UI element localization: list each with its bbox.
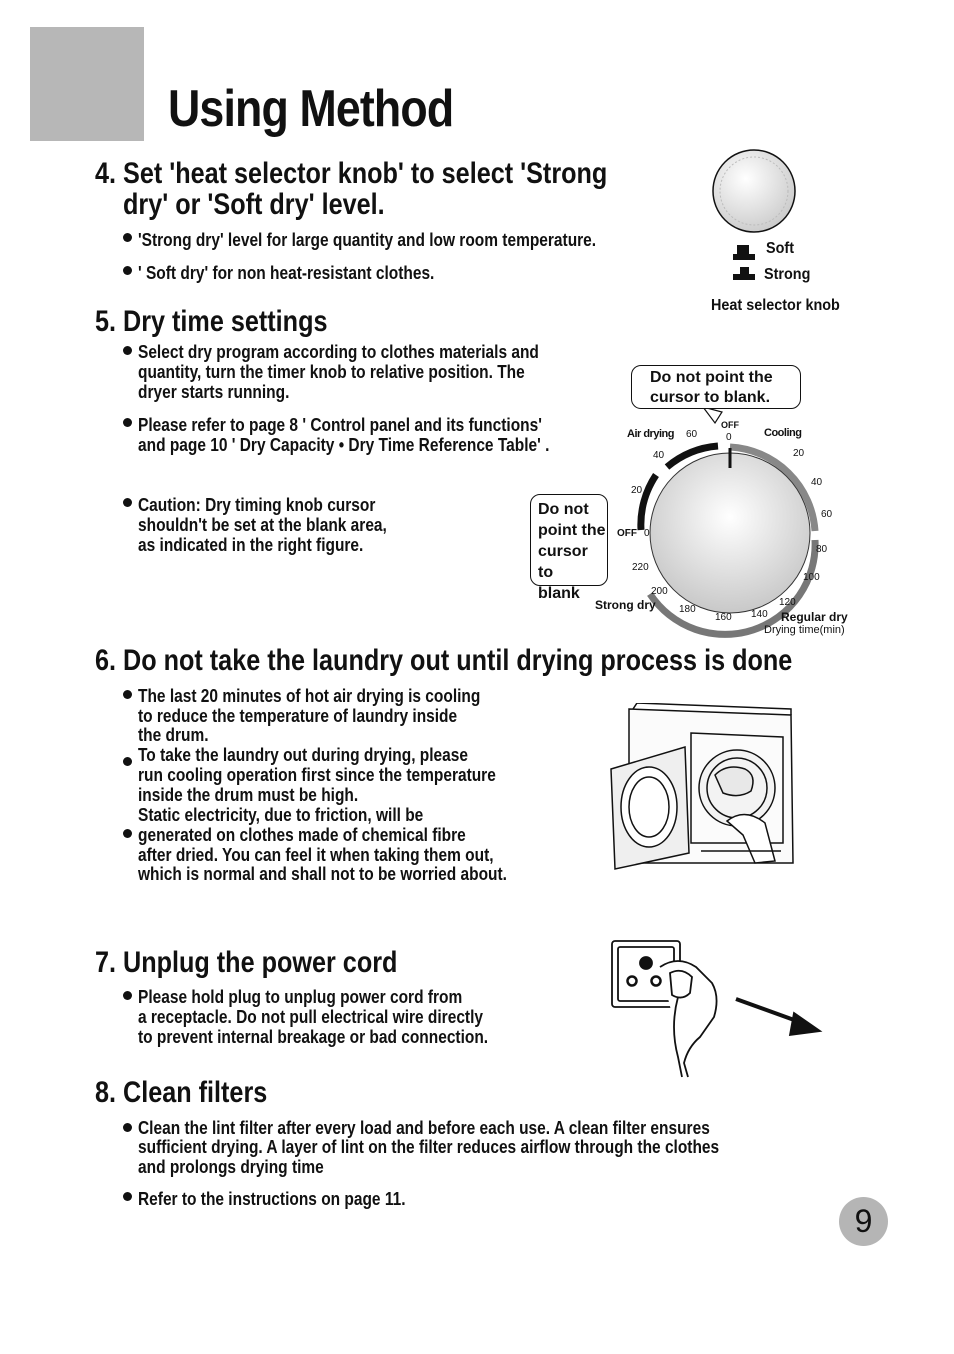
knob-caption: Heat selector knob	[711, 297, 840, 314]
tick-label: 0	[644, 528, 650, 539]
section6-line: after dried. You can feel it when taking them out,	[138, 845, 494, 865]
section6-line: inside the drum must be high.	[138, 785, 359, 805]
tick-label: 40	[811, 477, 823, 488]
section5-heading: 5. Dry time settings	[95, 305, 328, 338]
section6-line: the drum.	[138, 725, 209, 745]
callout-top-line2: cursor to blank.	[650, 389, 771, 406]
section4-bullet2: ' Soft dry' for non heat-resistant clothes.	[138, 263, 435, 283]
bullet-icon	[123, 829, 132, 838]
tick-label: 200	[651, 586, 668, 597]
air-drying-label: Air drying	[627, 428, 674, 440]
section6-line: generated on clothes made of chemical fibre	[138, 825, 466, 845]
heat-selector-knob-icon	[700, 146, 810, 236]
off-top-label: OFF	[721, 420, 739, 430]
callout-top	[631, 365, 801, 409]
off-left-label: OFF	[617, 528, 637, 539]
section5-bullet2-line1: Please refer to page 8 ' Control panel and its functions'	[138, 415, 542, 435]
tick-label: 40	[653, 450, 665, 461]
tick-label: 0	[726, 432, 732, 443]
section6-line: run cooling operation first since the temperature	[138, 765, 496, 785]
bullet-icon	[123, 757, 132, 766]
section8-bullet1-line3: and prolongs drying time	[138, 1157, 324, 1177]
tick-label: 140	[751, 609, 768, 620]
section5-bullet1-line2: quantity, turn the timer knob to relative position. The	[138, 362, 525, 382]
bullet-icon	[123, 690, 132, 699]
drying-time-label: Drying time(min)	[764, 624, 845, 636]
section8-heading: 8. Clean filters	[95, 1076, 268, 1109]
section6-line: Static electricity, due to friction, will be	[138, 805, 424, 825]
tick-label: 220	[632, 562, 649, 573]
section6-line: to reduce the temperature of laundry inside	[138, 706, 458, 726]
cooling-label: Cooling	[764, 427, 802, 439]
section5-bullet2-line2: and page 10 ' Dry Capacity • Dry Time Reference Table' .	[138, 435, 550, 455]
callout-left-line4: blank	[538, 585, 580, 602]
section7-line: to prevent internal breakage or bad connection.	[138, 1027, 489, 1047]
tick-label: 60	[686, 429, 698, 440]
section7-line: a receptacle. Do not pull electrical wire directly	[138, 1007, 483, 1027]
strong-dry-label: Strong dry	[595, 598, 656, 612]
knob-strong-label: Strong	[764, 266, 811, 283]
tick-label: 180	[679, 604, 696, 615]
section5-bullet3-line2: shouldn't be set at the blank area,	[138, 515, 387, 535]
callout-left-line1: Do not	[538, 501, 589, 518]
soft-strong-position-icon	[733, 243, 757, 283]
section7-heading: 7. Unplug the power cord	[95, 946, 398, 979]
bullet-icon	[123, 1123, 132, 1132]
tick-label: 60	[821, 509, 833, 520]
tick-label: 20	[793, 448, 805, 459]
bullet-icon	[123, 991, 132, 1000]
section6-heading: 6. Do not take the laundry out until drying process is done	[95, 644, 793, 677]
section5-bullet1-line3: dryer starts running.	[138, 382, 290, 402]
section8-bullet2: Refer to the instructions on page 11.	[138, 1189, 406, 1209]
knob-soft-label: Soft	[766, 240, 794, 257]
regular-dry-label: Regular dry	[781, 610, 848, 624]
tick-label: 120	[779, 597, 796, 608]
bullet-icon	[123, 1192, 132, 1201]
bullet-icon	[123, 266, 132, 275]
section5-bullet3-line1: Caution: Dry timing knob cursor	[138, 495, 376, 515]
section4-heading-line2: dry' or 'Soft dry' level.	[123, 188, 385, 221]
page-number-badge: 9	[839, 1197, 888, 1246]
section8-bullet1-line1: Clean the lint filter after every load and before each use. A clean filter ensures	[138, 1118, 710, 1138]
header-gray-block	[30, 27, 144, 141]
bullet-icon	[123, 498, 132, 507]
section6-line: To take the laundry out during drying, please	[138, 745, 468, 765]
page-title: Using Method	[168, 80, 454, 138]
bullet-icon	[123, 418, 132, 427]
callout-top-line1: Do not point the	[650, 369, 773, 386]
tick-label: 160	[715, 612, 732, 623]
section4-bullet1: 'Strong dry' level for large quantity and low room temperature.	[138, 230, 597, 250]
unplug-illustration-icon	[608, 937, 823, 1079]
bullet-icon	[123, 346, 132, 355]
section5-bullet3-line3: as indicated in the right figure.	[138, 535, 364, 555]
section6-line: The last 20 minutes of hot air drying is cooling	[138, 686, 481, 706]
section6-line: which is normal and shall not to be worried about.	[138, 864, 507, 884]
tick-label: 80	[816, 544, 828, 555]
section7-line: Please hold plug to unplug power cord from	[138, 987, 463, 1007]
tick-label: 20	[631, 485, 643, 496]
section4-heading-line1: 4. Set 'heat selector knob' to select 'Strong	[95, 157, 608, 190]
bullet-icon	[123, 233, 132, 242]
tick-label: 100	[803, 572, 820, 583]
section5-bullet1-line1: Select dry program according to clothes materials and	[138, 342, 539, 362]
callout-left	[530, 494, 608, 602]
callout-left-line3: cursor to	[538, 543, 588, 581]
section8-bullet1-line2: sufficient drying. A layer of lint on the filter reduces airflow through the clothes	[138, 1137, 720, 1157]
dryer-illustration-icon	[605, 703, 797, 873]
callout-left-line2: point the	[538, 522, 606, 539]
